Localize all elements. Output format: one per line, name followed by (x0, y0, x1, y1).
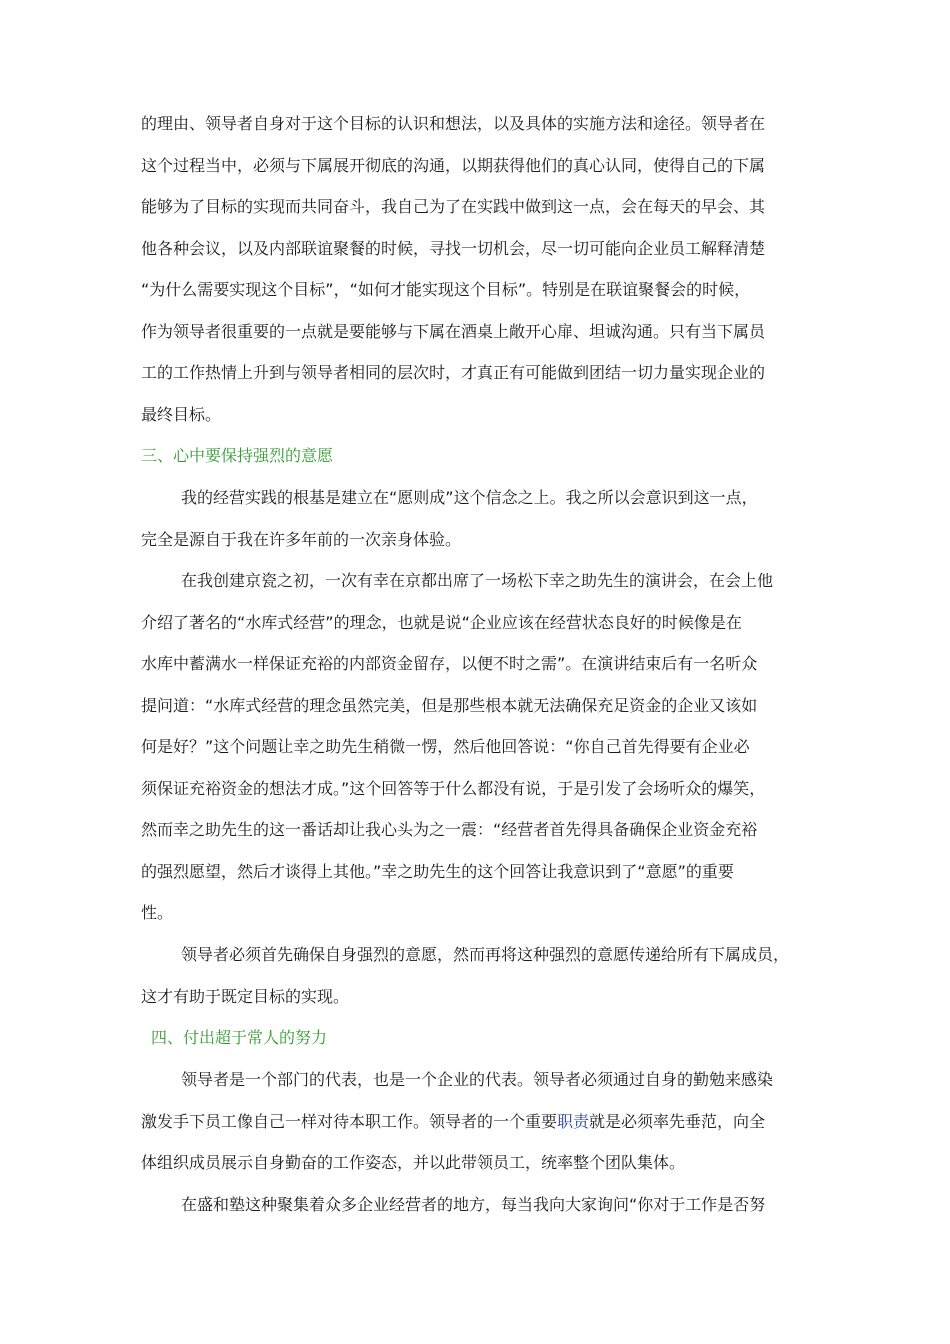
text-line: 能够为了目标的实现而共同奋斗，我自己为了在实践中做到这一点，会在每天的早会、其 (141, 197, 766, 216)
text-line: 的理由、领导者自身对于这个目标的认识和想法，以及具体的实施方法和途径。领导者在 (141, 114, 766, 133)
text-line: “为什么需要实现这个目标”，“如何才能实现这个目标”。特别是在联谊聚餐会的时候， (141, 280, 751, 299)
text-line: 他各种会议，以及内部联谊聚餐的时候，寻找一切机会，尽一切可能向企业员工解释清楚 (141, 238, 766, 258)
text-line: 领导者是一个部门的代表，也是一个企业的代表。领导者必须通过自身的勤勉来感染 (181, 1070, 774, 1089)
text-line-with-link (141, 1101, 831, 1143)
text-segment: 激发手下员工像自己一样对待本职工作。领导者的一个重要 (141, 1111, 558, 1131)
paragraph-continued-leadership-goals (141, 103, 831, 435)
text-line: 介绍了著名的“水库式经营”的理念，也就是说“企业应该在经营状态良好的时候像是在 (141, 612, 742, 632)
section-heading-three (141, 435, 831, 477)
paragraph-extraordinary-effort (141, 1059, 831, 1184)
text-line: 提问道：“水库式经营的理念虽然完美，但是那些根本就无法确保充足资金的企业又该如 (141, 695, 758, 715)
text-line: 在盛和塾这种聚集着众多企业经营者的地方，每当我向大家询问“你对于工作是否努 (181, 1195, 766, 1214)
section-heading-text: 四、付出超于常人的努力 (151, 1028, 328, 1047)
text-line: 完全是源自于我在许多年前的一次亲身体验。 (141, 529, 462, 549)
text-line: 在我创建京瓷之初，一次有幸在京都出席了一场松下幸之助先生的演讲会，在会上他 (181, 571, 774, 590)
text-line: 这个过程当中，必须与下属展开彻底的沟通，以期获得他们的真心认同，使得自己的下属 (141, 155, 766, 175)
text-line: 最终目标。 (141, 404, 222, 424)
text-line: 水库中蓄满水一样保证充裕的内部资金留存，以便不时之需”。在演讲结束后有一名听众 (141, 654, 758, 673)
paragraph-transmit-will (141, 934, 831, 1017)
text-line: 工的工作热情上升到与领导者相同的层次时，才真正有可能做到团结一切力量实现企业的 (141, 363, 766, 382)
text-line: 我的经营实践的根基是建立在“愿则成”这个信念之上。我之所以会意识到这一点， (181, 488, 758, 507)
text-line: 的强烈愿望，然后才谈得上其他。”幸之助先生的这个回答让我意识到了“意愿”的重要 (141, 861, 734, 881)
paragraph-matsushita-story (141, 560, 831, 934)
paragraph-strong-will (141, 477, 831, 560)
text-line: 然而幸之助先生的这一番话却让我心头为之一震：“经营者首先得具备确保企业资金充裕 (141, 820, 758, 839)
text-line: 这才有助于既定目标的实现。 (141, 986, 350, 1006)
section-heading-four (151, 1017, 841, 1059)
text-line: 须保证充裕资金的想法才成。”这个回答等于什么都没有说，于是引发了会场听众的爆笑， (141, 778, 766, 798)
section-heading-text: 三、心中要保持强烈的意愿 (141, 446, 334, 465)
text-segment: 就是必须率先垂范，向全 (589, 1111, 766, 1131)
text-line: 领导者必须首先确保自身强烈的意愿，然而再将这种强烈的意愿传递给所有下属成员， (181, 945, 790, 964)
paragraph-seiwajuku (141, 1184, 831, 1226)
text-line: 何是好？”这个问题让幸之助先生稍微一愣，然后他回答说：“你自己首先得要有企业必 (141, 737, 750, 756)
text-line: 性。 (141, 903, 174, 922)
text-line: 作为领导者很重要的一点就是要能够与下属在酒桌上敞开心扉、坦诚沟通。只有当下属员 (141, 321, 766, 341)
text-line: 体组织成员展示自身勤奋的工作姿态，并以此带领员工，统率整个团队集体。 (141, 1153, 686, 1172)
duty-link[interactable]: 职责 (557, 1111, 590, 1131)
